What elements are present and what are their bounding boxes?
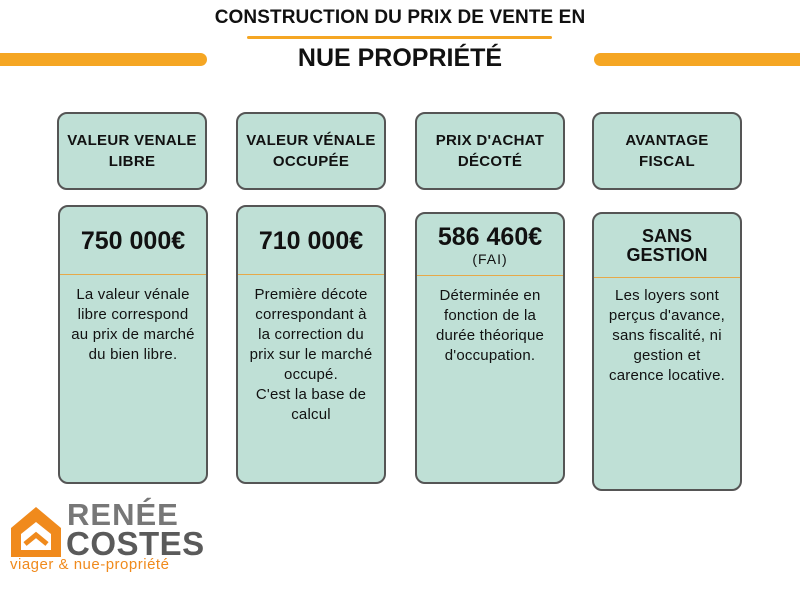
card-prix-achat-decote	[415, 212, 565, 484]
description-line: durée théorique	[435, 327, 545, 344]
right-accent-bar	[594, 53, 800, 66]
header-valeur-venale-occupee	[236, 112, 386, 190]
logo-name-line-1: RENÉE	[67, 497, 179, 532]
description-line: du bien libre.	[88, 346, 178, 363]
header-line-2: OCCUPÉE	[272, 153, 350, 170]
card-description	[62, 285, 204, 365]
card-valeur-venale-occupee	[236, 205, 386, 484]
header-line-2: FISCAL	[639, 153, 695, 170]
card-value-area	[238, 207, 384, 275]
description-line: Déterminée en	[439, 287, 541, 304]
description-line: prix sur le marché	[249, 346, 373, 363]
card-description	[240, 285, 382, 425]
card-value-area	[594, 214, 740, 278]
description-line: calcul	[291, 406, 331, 423]
description-line: correspondant à	[255, 306, 367, 323]
description-line: sans fiscalité, ni	[612, 327, 722, 344]
title-line-1: CONSTRUCTION DU PRIX DE VENTE EN	[214, 7, 586, 28]
card-description	[419, 286, 561, 366]
card-value-area	[60, 207, 206, 275]
logo-name-line-2: COSTES	[66, 525, 205, 562]
house-logo-icon	[8, 504, 64, 560]
description-line: perçus d'avance,	[608, 307, 726, 324]
value-line-1: SANS	[641, 225, 692, 246]
header-avantage-fiscal	[592, 112, 742, 190]
header-line-1: AVANTAGE	[625, 132, 709, 149]
description-line: La valeur vénale	[76, 286, 190, 303]
description-line: carence locative.	[609, 367, 725, 384]
card-description	[596, 286, 738, 386]
left-accent-bar	[0, 53, 207, 66]
description-line: occupé.	[284, 366, 338, 383]
description-line: Première décote	[254, 286, 368, 303]
description-line: libre correspond	[77, 306, 189, 323]
logo-tagline: viager & nue-propriété	[10, 556, 170, 573]
price-value: 750 000€	[80, 226, 186, 255]
header-line-1: PRIX D'ACHAT	[435, 132, 545, 149]
description-line: au prix de marché	[71, 326, 195, 343]
title-underline	[247, 36, 552, 39]
card-value-area	[417, 214, 563, 276]
description-line: gestion et	[633, 347, 701, 364]
price-value: 710 000€	[258, 226, 364, 255]
description-line: Les loyers sont	[615, 287, 719, 304]
header-valeur-venale-libre	[57, 112, 207, 190]
header-prix-achat-decote	[415, 112, 565, 190]
card-valeur-venale-libre	[58, 205, 208, 484]
description-line: C'est la base de	[255, 386, 367, 403]
header-line-1: VALEUR VÉNALE	[246, 132, 376, 149]
header-line-2: DÉCOTÉ	[457, 153, 523, 170]
description-line: fonction de la	[443, 307, 537, 324]
price-value: 586 460€	[437, 222, 543, 251]
description-line: la correction du	[258, 326, 364, 343]
title-line-2: NUE PROPRIÉTÉ	[297, 44, 503, 72]
header-line-2: LIBRE	[108, 153, 156, 170]
description-line: d'occupation.	[444, 347, 536, 364]
header-line-1: VALEUR VENALE	[67, 132, 197, 149]
price-subtext: (FAI)	[472, 250, 508, 267]
value-line-2: GESTION	[626, 244, 708, 265]
card-avantage-fiscal	[592, 212, 742, 491]
